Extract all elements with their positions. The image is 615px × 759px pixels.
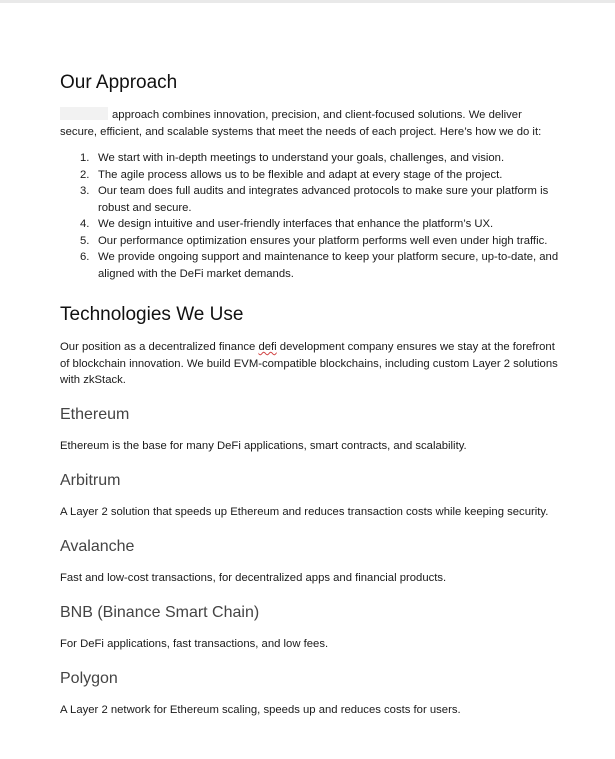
technologies-intro-part: Our position as a decentralized finance bbox=[60, 341, 259, 353]
list-item-text: We design intuitive and user-friendly interfaces that enhance the platform’s UX. bbox=[98, 218, 494, 230]
technologies-heading: Technologies We Use bbox=[60, 304, 244, 325]
tech-description-bnb: For DeFi applications, fast transactions, and low fees. bbox=[60, 638, 329, 650]
list-item bbox=[80, 249, 560, 282]
list-item-text: We start with in-depth meetings to understand your goals, challenges, and vision. bbox=[98, 152, 505, 164]
page-top-edge bbox=[0, 0, 615, 3]
list-item bbox=[80, 183, 560, 216]
approach-intro-text: approach combines innovation, precision, and client-focused solutions. We deliver secure, efficient, and scalable systems that meet the needs of each project. Here’s how we do it: bbox=[60, 109, 542, 138]
tech-heading-polygon: Polygon bbox=[60, 670, 118, 687]
tech-heading-avalanche: Avalanche bbox=[60, 538, 135, 555]
list-number: 5. bbox=[80, 234, 90, 247]
list-item-text: The agile process allows us to be flexible and adapt at every stage of the project. bbox=[98, 168, 503, 181]
spellcheck-flagged-word[interactable]: defi bbox=[258, 341, 277, 353]
tech-description-avalanche: Fast and low-cost transactions, for decentralized apps and financial products. bbox=[60, 572, 447, 584]
list-item bbox=[80, 216, 560, 233]
tech-heading-ethereum: Ethereum bbox=[60, 406, 130, 423]
technologies-intro-part: development company ensures we stay at the forefront of blockchain innovation. We build EVM-compatible blockchains, including custom Layer 2 solutions with zkStack. bbox=[60, 341, 558, 386]
list-item-text: Our performance optimization ensures your platform performs well even under high traffic. bbox=[98, 234, 548, 247]
tech-description-arbitrum: A Layer 2 solution that speeds up Ethereum and reduces transaction costs while keeping security. bbox=[60, 506, 549, 518]
approach-intro bbox=[60, 107, 560, 140]
technologies-intro bbox=[60, 339, 560, 389]
list-number: 2. bbox=[80, 168, 90, 181]
list-item-text: We provide ongoing support and maintenance to keep your platform secure, up-to-date, and aligned with the DeFi market demands. bbox=[98, 251, 559, 280]
tech-heading-arbitrum: Arbitrum bbox=[60, 472, 121, 489]
list-item-text: Our team does full audits and integrates advanced protocols to make sure your platform is robust and secure. bbox=[98, 185, 549, 214]
list-item bbox=[80, 150, 560, 167]
list-number: 1. bbox=[80, 152, 90, 164]
tech-description-ethereum: Ethereum is the base for many DeFi applications, smart contracts, and scalability. bbox=[60, 440, 467, 452]
tech-description-polygon: A Layer 2 network for Ethereum scaling, speeds up and reduces costs for users. bbox=[60, 704, 461, 716]
redacted-company-name bbox=[60, 107, 108, 120]
approach-steps-list bbox=[80, 150, 560, 282]
list-number: 4. bbox=[80, 218, 90, 230]
list-item bbox=[80, 233, 560, 250]
approach-heading: Our Approach bbox=[60, 72, 178, 93]
tech-heading-bnb: BNB (Binance Smart Chain) bbox=[60, 604, 260, 621]
list-number: 6. bbox=[80, 251, 90, 263]
list-number: 3. bbox=[80, 185, 90, 197]
list-item bbox=[80, 167, 560, 184]
